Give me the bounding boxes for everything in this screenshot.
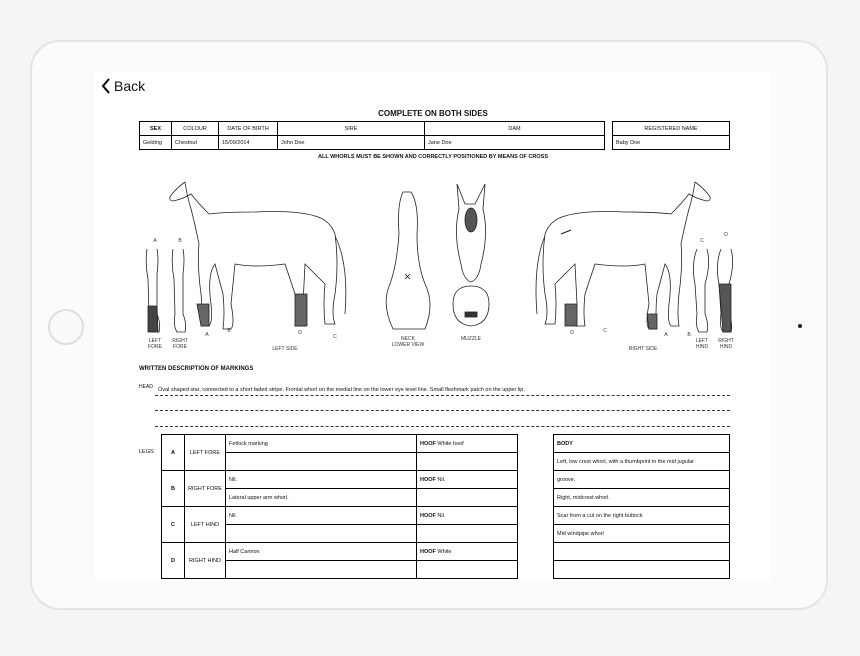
- registered-name-table: [612, 121, 730, 150]
- body-line: groove.: [554, 471, 730, 489]
- registered-name-header: REGISTERED NAME: [613, 122, 730, 136]
- leg-line-2: [226, 525, 417, 543]
- back-label: Back: [114, 78, 146, 94]
- table-row: [554, 453, 730, 471]
- table-row: [162, 507, 518, 525]
- left-fore-leg: [146, 249, 159, 332]
- body-line: [554, 561, 730, 579]
- right-hind-label-2: HIND: [719, 344, 733, 350]
- head-description: Oval shaped star, connected to a short faded stripe. Frontal whorl on the medial line on the lower eye level line. Small fleshmark patch on the upper lip.: [158, 387, 525, 393]
- neck-lower-view: [386, 192, 430, 329]
- muzzle-label: MUZZLE: [461, 336, 481, 342]
- horse-diagrams: [135, 164, 735, 364]
- label-a-left-side: A: [205, 332, 209, 338]
- body-heading: BODY: [554, 435, 730, 453]
- body-line: [554, 543, 730, 561]
- pedigree-table: [139, 121, 605, 150]
- left-fore-label-2: FORE: [148, 344, 162, 350]
- table-row: [554, 525, 730, 543]
- colour-header: COLOUR: [172, 122, 219, 136]
- table-row: [554, 507, 730, 525]
- label-d-right: D: [724, 232, 728, 238]
- right-fore-label-2: FORE: [173, 344, 187, 350]
- hoof-label: HOOF: [420, 440, 436, 447]
- right-hind-label-1: RIGHT: [718, 338, 734, 344]
- table-row: [554, 561, 730, 579]
- body-line: Mid windpipe whorl: [554, 525, 730, 543]
- leg-name: LEFT FORE: [185, 435, 226, 471]
- head-line-3: [155, 426, 730, 427]
- colour-value: Chestnut: [172, 136, 219, 150]
- hoof-label: HOOF: [420, 476, 436, 483]
- sire-value: John Doe: [278, 136, 425, 150]
- sex-value: Gelding: [140, 136, 172, 150]
- dam-header: DAM: [425, 122, 605, 136]
- leg-line-1: Nil.: [226, 471, 417, 489]
- hoof-value: White hoof: [437, 440, 464, 447]
- back-button[interactable]: [101, 78, 145, 94]
- table-row: [554, 489, 730, 507]
- dam-value: Jane Doe: [425, 136, 605, 150]
- right-side-label: RIGHT SIDE: [628, 346, 658, 352]
- label-d-left-side: D: [298, 330, 302, 336]
- hoof-label: HOOF: [420, 512, 436, 519]
- leg-line-1: Fetlock marking: [226, 435, 417, 453]
- label-b-left: B: [178, 238, 182, 244]
- leg-line-2: [226, 561, 417, 579]
- table-row: [162, 543, 518, 561]
- body-line: Scar from a cut on the right buttock: [554, 507, 730, 525]
- muzzle-view: [453, 286, 489, 326]
- label-c-left-side: C: [333, 334, 337, 340]
- hoof-value: Nil.: [437, 512, 446, 519]
- left-side-label: LEFT SIDE: [272, 346, 298, 352]
- leg-line-1: Half Cannon: [226, 543, 417, 561]
- left-side-horse: [170, 182, 346, 329]
- leg-name: LEFT HIND: [185, 507, 226, 543]
- leg-letter: B: [162, 471, 185, 507]
- leg-letter: D: [162, 543, 185, 579]
- left-hind-leg: [693, 249, 708, 332]
- registered-name-value: Baby Doe: [613, 136, 730, 150]
- sire-header: SIRE: [278, 122, 425, 136]
- leg-letter: C: [162, 507, 185, 543]
- label-a-left: A: [153, 238, 157, 244]
- right-hind-leg: [717, 249, 732, 332]
- home-button[interactable]: [48, 309, 84, 345]
- table-row: [554, 543, 730, 561]
- label-a-right-side: A: [664, 332, 668, 338]
- leg-letter: A: [162, 435, 185, 471]
- left-hind-label-1: LEFT: [695, 338, 709, 344]
- neck-label-2: LOWER VIEW: [391, 342, 425, 348]
- neck-label-1: NECK: [401, 336, 415, 342]
- left-fore-label-1: LEFT: [148, 338, 162, 344]
- leg-name: RIGHT FORE: [185, 471, 226, 507]
- leg-line-2: Lateral upper arm whorl.: [226, 489, 417, 507]
- dob-value: 15/09/2014: [219, 136, 278, 150]
- hoof-value: Nil.: [437, 476, 446, 483]
- head-line-2: [155, 410, 730, 411]
- table-row: [162, 435, 518, 453]
- markings-heading: WRITTEN DESCRIPTION OF MARKINGS: [139, 366, 254, 372]
- table-row: [554, 435, 730, 453]
- chevron-left-icon: [101, 78, 111, 94]
- body-line: Left, low crest whorl, with a thumbprint in the mid jugular: [554, 453, 730, 471]
- table-row: [554, 471, 730, 489]
- label-b-left-side: B: [227, 328, 231, 334]
- body-line: Right, midcrest whorl.: [554, 489, 730, 507]
- legs-label: LEGS: [139, 449, 154, 455]
- form-title: COMPLETE ON BOTH SIDES: [378, 109, 488, 118]
- body-table: [553, 434, 730, 579]
- label-c-right-side: C: [603, 328, 607, 334]
- right-fore-leg: [172, 249, 185, 332]
- leg-name: RIGHT HIND: [185, 543, 226, 579]
- label-d-right-side: D: [570, 330, 574, 336]
- leg-line-1: Nil.: [226, 507, 417, 525]
- whorls-note: ALL WHORLS MUST BE SHOWN AND CORRECTLY POSITIONED BY MEANS OF CROSS: [318, 154, 548, 160]
- screen: [95, 72, 771, 580]
- right-side-horse: [536, 182, 710, 329]
- head-label: HEAD: [139, 384, 153, 390]
- head-front-view: [456, 184, 485, 282]
- head-line-1: [155, 395, 730, 396]
- right-fore-label-1: RIGHT: [172, 338, 188, 344]
- sex-header: SEX: [140, 122, 172, 136]
- hoof-label: HOOF: [420, 548, 436, 555]
- camera-dot: [798, 324, 802, 328]
- label-c-right: C: [700, 238, 704, 244]
- legs-table: [161, 434, 518, 579]
- dob-header: DATE OF BIRTH: [219, 122, 278, 136]
- label-b-right-side: B: [687, 332, 691, 338]
- left-hind-label-2: HIND: [695, 344, 709, 350]
- table-row: [162, 471, 518, 489]
- hoof-value: White: [437, 548, 452, 555]
- leg-line-2: [226, 453, 417, 471]
